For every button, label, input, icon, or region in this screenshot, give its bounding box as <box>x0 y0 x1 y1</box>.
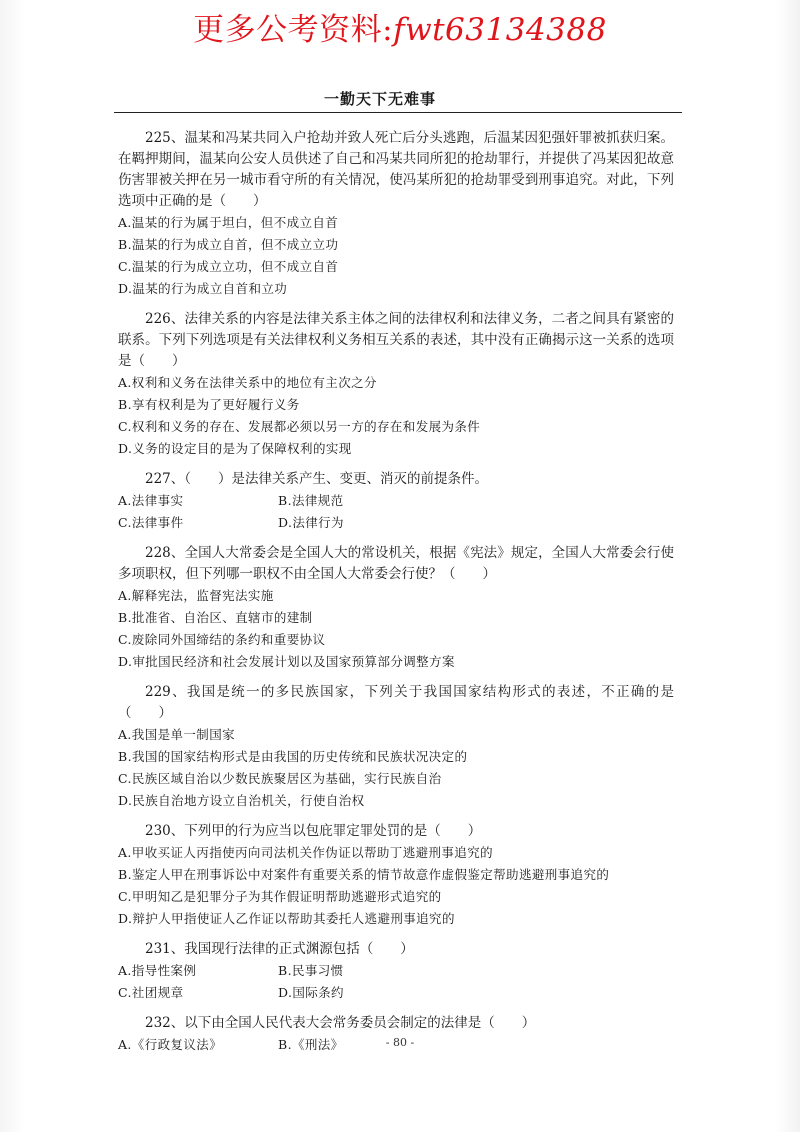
option-a: A.《行政复议法》 <box>118 1037 223 1052</box>
option-d: D.国际条约 <box>278 985 344 1000</box>
watermark-contact: fwt63134388 <box>393 12 607 48</box>
option-row <box>118 512 674 534</box>
question-stem: 230、下列甲的行为应当以包庇罪定罪处罚的是（ ） <box>145 823 482 839</box>
option-d: D.法律行为 <box>278 515 344 530</box>
question-stem: 226、法律关系的内容是法律关系主体之间的法律权利和法律义务，二者之间具有紧密的联系。下列下列选项是有关法律权利义务相互关系的表述，其中没有正确揭示这一关系的选项是（ ） <box>118 311 674 369</box>
option-b: B.我国的国家结构形式是由我国的历史传统和民族状况决定的 <box>118 749 468 764</box>
option-b: B.《刑法》 <box>278 1037 344 1052</box>
option-c: C.甲明知乙是犯罪分子为其作假证明帮助逃避形式追究的 <box>118 889 442 904</box>
question-225 <box>118 128 674 300</box>
question-228 <box>118 543 674 673</box>
option-c: C.权利和义务的存在、发展都必须以另一方的存在和发展为条件 <box>118 419 481 434</box>
question-230 <box>118 821 674 930</box>
option-d: D.温某的行为成立自首和立功 <box>118 281 288 296</box>
option-row <box>118 490 674 512</box>
option-a: A.权利和义务在法律关系中的地位有主次之分 <box>118 375 377 390</box>
option-c: C.法律事件 <box>118 515 184 530</box>
option-a: A.温某的行为属于坦白，但不成立自首 <box>118 215 339 230</box>
question-stem: 229、我国是统一的多民族国家，下列关于我国国家结构形式的表述，不正确的是（ ） <box>118 684 674 721</box>
option-b: B.享有权利是为了更好履行义务 <box>118 397 300 412</box>
question-stem: 228、全国人大常委会是全国人大的常设机关，根据《宪法》规定，全国人大常委会行使多项职权，但下列哪一职权不由全国人大常委会行使？（ ） <box>118 545 674 582</box>
watermark-text: 更多公考资料: <box>193 12 394 48</box>
option-a: A.解释宪法，监督宪法实施 <box>118 588 274 603</box>
option-c: C.废除同外国缔结的条约和重要协议 <box>118 632 326 647</box>
option-d: D.民族自治地方设立自治机关，行使自治权 <box>118 793 365 808</box>
option-a: A.甲收买证人丙指使丙向司法机关作伪证以帮助丁逃避刑事追究的 <box>118 845 494 860</box>
question-226 <box>118 309 674 460</box>
option-c: C.温某的行为成立立功，但不成立自首 <box>118 259 339 274</box>
option-b: B.法律规范 <box>278 493 344 508</box>
option-b: B.民事习惯 <box>278 963 344 978</box>
option-row <box>118 982 674 1004</box>
question-229 <box>118 682 674 812</box>
option-c: C.民族区域自治以少数民族聚居区为基础，实行民族自治 <box>118 771 442 786</box>
option-a: A.我国是单一制国家 <box>118 727 236 742</box>
page-number: - 80 - <box>385 1036 415 1049</box>
question-stem: 231、我国现行法律的正式渊源包括（ ） <box>145 941 414 957</box>
question-stem: 227、（ ）是法律关系产生、变更、消灭的前提条件。 <box>145 471 489 487</box>
question-232 <box>118 1013 674 1056</box>
question-stem: 232、以下由全国人民代表大会常务委员会制定的法律是（ ） <box>145 1015 536 1031</box>
option-a: A.法律事实 <box>118 493 184 508</box>
header-motto: 一勤天下无难事 <box>323 90 436 108</box>
option-d: D.辩护人甲指使证人乙作证以帮助其委托人逃避刑事追究的 <box>118 911 455 926</box>
question-231 <box>118 939 674 1004</box>
option-b: B.批准省、自治区、直辖市的建制 <box>118 610 313 625</box>
option-b: B.鉴定人甲在刑事诉讼中对案件有重要关系的情节故意作虚假鉴定帮助逃避刑事追究的 <box>118 867 610 882</box>
option-d: D.义务的设定目的是为了保障权利的实现 <box>118 441 352 456</box>
header-divider <box>114 112 682 113</box>
option-d: D.审批国民经济和社会发展计划以及国家预算部分调整方案 <box>118 654 455 669</box>
question-list <box>118 128 674 1065</box>
option-row <box>118 960 674 982</box>
option-a: A.指导性案例 <box>118 963 197 978</box>
option-b: B.温某的行为成立自首，但不成立立功 <box>118 237 339 252</box>
option-c: C.社团规章 <box>118 985 184 1000</box>
question-227 <box>118 469 674 534</box>
question-stem: 225、温某和冯某共同入户抢劫并致人死亡后分头逃跑，后温某因犯强奸罪被抓获归案。在羁押期间，温某向公安人员供述了自己和冯某共同所犯的抢劫罪行，并提供了冯某因犯故意伤害罪被关押在另一城市看守所的有关情况，使冯某所犯的抢劫罪受到刑事追究。对此，下列选项中正确的是（ ） <box>118 130 674 209</box>
watermark-banner <box>0 4 800 49</box>
